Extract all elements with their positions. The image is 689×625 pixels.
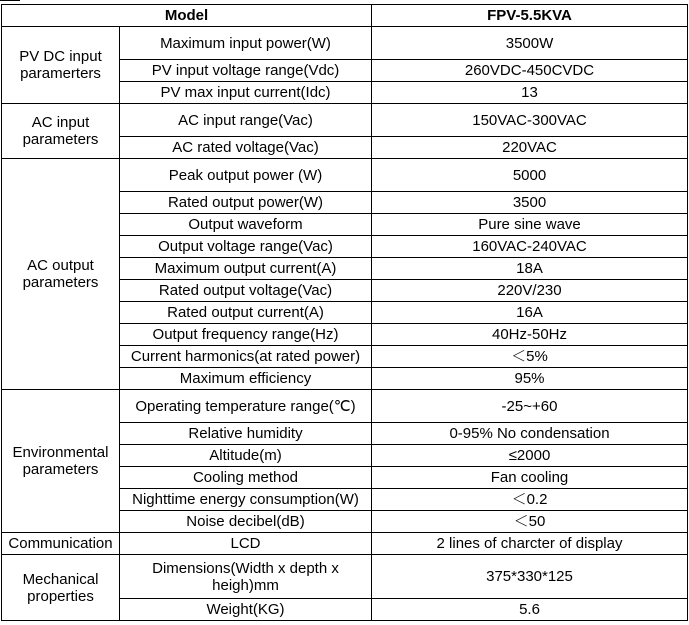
param-value: 3500W (372, 27, 688, 60)
param-name: Maximum output current(A) (120, 258, 372, 280)
param-value: 150VAC-300VAC (372, 104, 688, 137)
param-value: ＜50 (372, 511, 688, 533)
param-name: Output frequency range(Hz) (120, 324, 372, 346)
param-name: Rated output power(W) (120, 192, 372, 214)
param-name: Cooling method (120, 467, 372, 489)
pv-dc-input-group-label: PV DC input paramerters (2, 27, 120, 104)
header-row (2, 5, 688, 27)
param-value: 5.6 (372, 599, 688, 621)
param-name: Output waveform (120, 214, 372, 236)
spec-body (2, 27, 688, 621)
table-row (2, 390, 688, 423)
param-value: 160VAC-240VAC (372, 236, 688, 258)
param-name: Noise decibel(dB) (120, 511, 372, 533)
table-row (2, 555, 688, 599)
spec-table (1, 4, 688, 621)
param-value: 375*330*125 (372, 555, 688, 599)
param-value: 13 (372, 82, 688, 104)
model-value: FPV-5.5KVA (372, 5, 688, 27)
environmental-group-label: Environmental parameters (2, 390, 120, 533)
param-value: ＜0.2 (372, 489, 688, 511)
param-name: AC input range(Vac) (120, 104, 372, 137)
param-name: Output voltage range(Vac) (120, 236, 372, 258)
param-name: Dimensions(Width x depth x heigh)mm (120, 555, 372, 599)
param-name: Maximum input power(W) (120, 27, 372, 60)
param-value: 0-95% No condensation (372, 423, 688, 445)
param-name: Rated output current(A) (120, 302, 372, 324)
param-value: 2 lines of charcter of display (372, 533, 688, 555)
param-name: Current harmonics(at rated power) (120, 346, 372, 368)
param-value: 5000 (372, 159, 688, 192)
model-label: Model (2, 5, 372, 27)
param-name: Weight(KG) (120, 599, 372, 621)
param-name: Operating temperature range(℃) (120, 390, 372, 423)
table-row (2, 533, 688, 555)
param-name: AC rated voltage(Vac) (120, 137, 372, 159)
param-value: 220VAC (372, 137, 688, 159)
param-name: LCD (120, 533, 372, 555)
communication-group-label: Communication (2, 533, 120, 555)
table-row (2, 104, 688, 137)
param-value: Pure sine wave (372, 214, 688, 236)
param-name: Nighttime energy consumption(W) (120, 489, 372, 511)
param-value: ≤2000 (372, 445, 688, 467)
ac-input-group-label: AC input parameters (2, 104, 120, 159)
param-name: Rated output voltage(Vac) (120, 280, 372, 302)
param-value: 220V/230 (372, 280, 688, 302)
table-row (2, 159, 688, 192)
param-name: Altitude(m) (120, 445, 372, 467)
param-value: 40Hz-50Hz (372, 324, 688, 346)
param-value: Fan cooling (372, 467, 688, 489)
table-row (2, 27, 688, 60)
param-value: -25~+60 (372, 390, 688, 423)
param-value: ＜5% (372, 346, 688, 368)
param-value: 18A (372, 258, 688, 280)
param-name: PV max input current(Idc) (120, 82, 372, 104)
param-value: 95% (372, 368, 688, 390)
param-value: 260VDC-450CVDC (372, 60, 688, 82)
param-value: 3500 (372, 192, 688, 214)
mechanical-group-label: Mechanical properties (2, 555, 120, 621)
param-name: PV input voltage range(Vdc) (120, 60, 372, 82)
param-name: Peak output power (W) (120, 159, 372, 192)
param-value: 16A (372, 302, 688, 324)
ac-output-group-label: AC output parameters (2, 159, 120, 390)
param-name: Maximum efficiency (120, 368, 372, 390)
param-name: Relative humidity (120, 423, 372, 445)
